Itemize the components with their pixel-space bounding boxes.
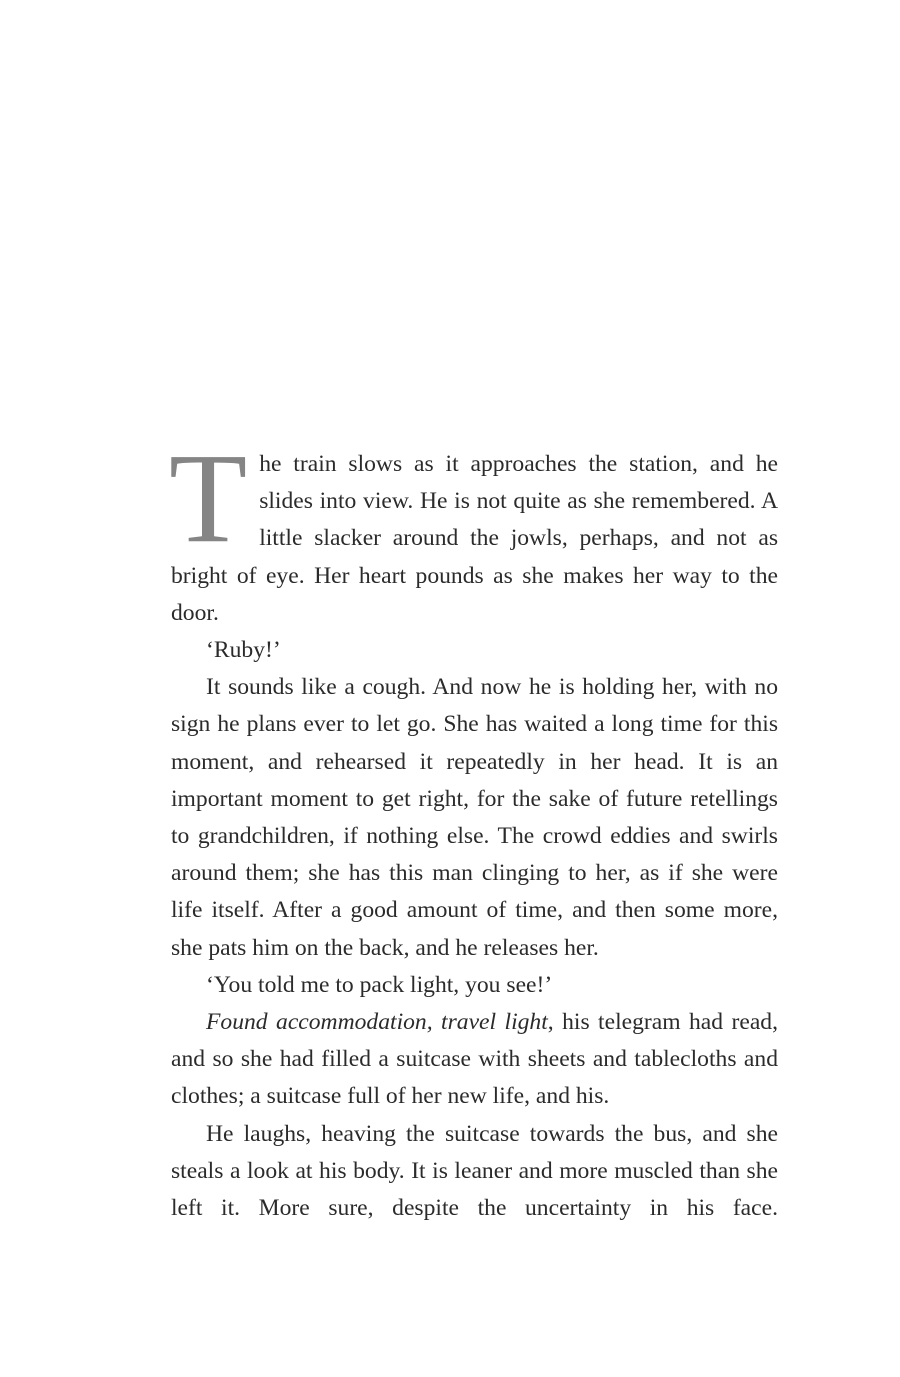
drop-cap: T xyxy=(169,427,248,569)
telegram-quote: Found accommodation, travel light xyxy=(206,1009,548,1036)
paragraph-opening xyxy=(169,427,778,632)
paragraph-pack-light: ‘You told me to pack light, you see!’ xyxy=(206,971,553,998)
paragraph-opening-text: he train slows as it approaches the station, and he slides into view. He is not quite as she remembered. A little slacker around the jowls, perhaps, and not as bright of eye. Her heart pounds as she makes her way to the door. xyxy=(171,451,778,626)
paragraph-telegram-text: , his telegram had read, and so she had filled a suitcase with sheets and tablecloths and clothes; a suitcase full of her new life, and his. xyxy=(171,1009,778,1110)
paragraph-ruby: ‘Ruby!’ xyxy=(206,637,281,664)
paragraph-telegram xyxy=(171,1004,778,1116)
paragraph-suitcase: He laughs, heaving the suitcase towards the bus, and she steals a look at his body. It is leaner and more muscled than she left it. More sure, despite the uncertainty in his face. xyxy=(171,1120,778,1222)
body-text xyxy=(169,427,778,1227)
paragraph-embrace: It sounds like a cough. And now he is holding her, with no sign he plans ever to let go. She has waited a long time for this moment, and rehearsed it repeatedly in her head. It is an important moment to get right, for the sake of future retellings to grandchildren, if nothing else. The crowd eddies and swirls around them; she has this man clinging to her, as if she were life itself. After a good amount of time, and then some more, she pats him on the back, and he releases her. xyxy=(171,674,778,961)
